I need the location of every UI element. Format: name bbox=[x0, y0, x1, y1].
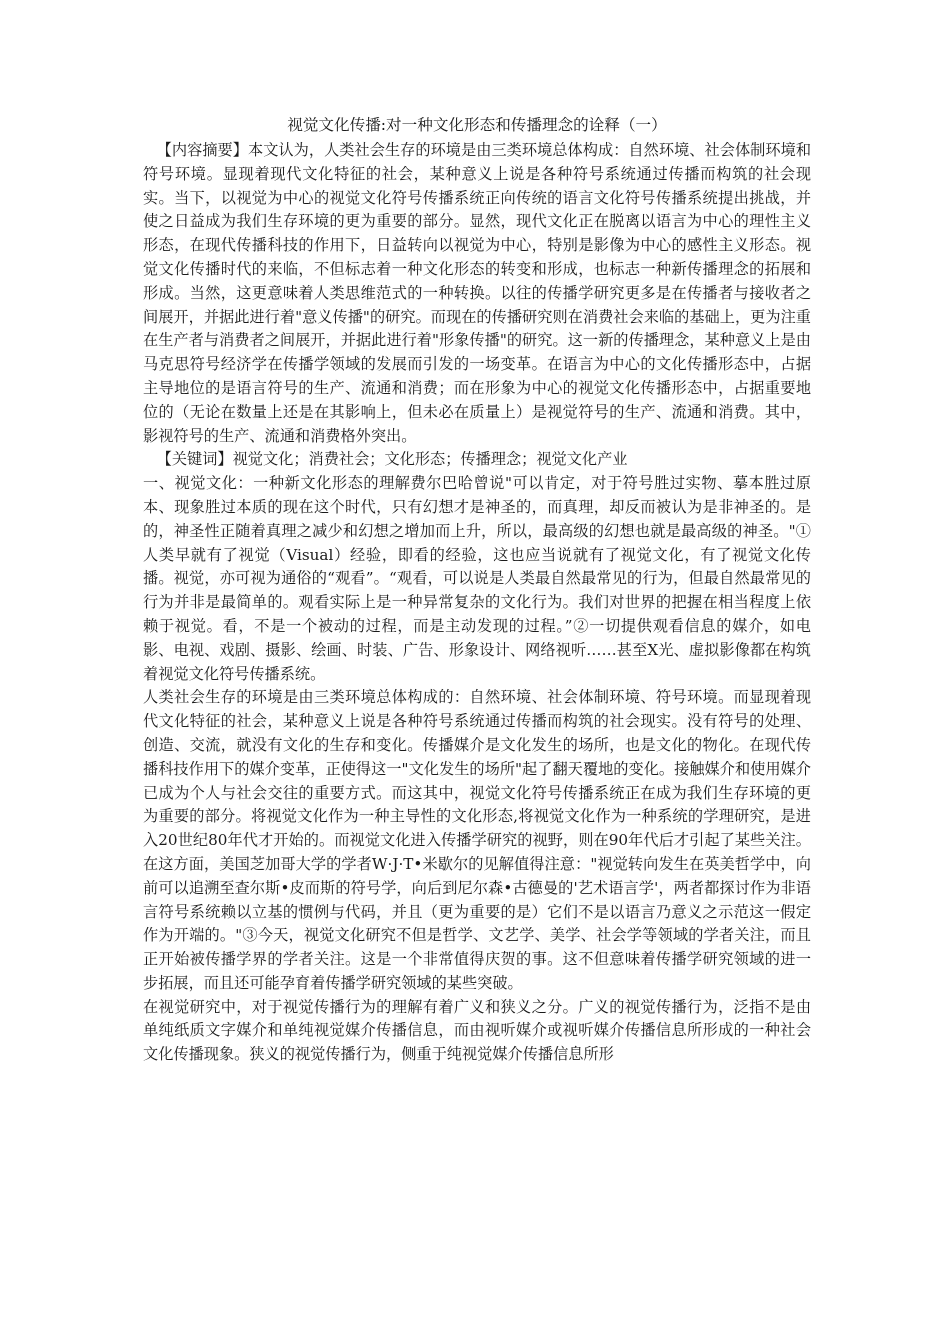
abstract-paragraph: 【内容摘要】本文认为，人类社会生存的环境是由三类环境总体构成：自然环境、社会体制环境和符号环境。显现着现代文化特征的社会，某种意义上说是各种符号系统通过传播而构筑的社会现实。当下，以视觉为中心的视觉文化符号传播系统正向传统的语言文化符号传播系统提出挑战，并使之日益成为我们生存环境的更为重要的部分。显然，现代文化正在脱离以语言为中心的理性主义形态，在现代传播科技的作用下，日益转向以视觉为中心，特别是影像为中心的感性主义形态。视觉文化传播时代的来临，不但标志着一种文化形态的转变和形成，也标志一种新传播理念的拓展和形成。当然，这更意味着人类思维范式的一种转换。以往的传播学研究更多是在传播者与接收者之间展开，并据此进行着"意义传播"的研究。而现在的传播研究则在消费社会来临的基础上，更为注重在生产者与消费者之间展开，并据此进行着"形象传播"的研究。这一新的传播理念，某种意义上是由马克思符号经济学在传播学领域的发展而引发的一场变革。在语言为中心的文化传播形态中，占据主导地位的是语言符号的生产、流通和消费；而在形象为中心的视觉文化传播形态中，占据重要地位的（无论在数量上还是在其影响上，但未必在质量上）是视觉符号的生产、流通和消费。其中，影视符号的生产、流通和消费格外突出。 bbox=[143, 141, 811, 445]
document-page bbox=[143, 112, 811, 1067]
document-title: 视觉文化传播:对一种文化形态和传播理念的诠释（一） bbox=[287, 116, 667, 134]
body-paragraph-3: 在视觉研究中，对于视觉传播行为的理解有着广义和狭义之分。广义的视觉传播行为，泛指不是由单纯纸质文字媒介和单纯视觉媒介传播信息，而由视听媒介或视听媒介传播信息所形成的一种社会文化传播现象。狭义的视觉传播行为，侧重于纯视觉媒介传播信息所形 bbox=[143, 997, 811, 1064]
keywords-paragraph: 【关键词】视觉文化；消费社会；文化形态；传播理念；视觉文化产业 bbox=[156, 450, 628, 469]
body-paragraph-1: 一、视觉文化：一种新文化形态的理解费尔巴哈曾说"可以肯定，对于符号胜过实物、摹本胜过原本、现象胜过本质的现在这个时代，只有幻想才是神圣的，而真理，却反而被认为是非神圣的。是的，神圣性正随着真理之减少和幻想之增加而上升，所以，最高级的幻想也就是最高级的神圣。"①人类早就有了视觉（Visual）经验，即看的经验，这也应当说就有了视觉文化，有了视觉文化传播。视觉，亦可视为通俗的“观看”。“观看，可以说是人类最自然最常见的行为，但最自然最常见的行为并非是最简单的。观看实际上是一种异常复杂的文化行为。我们对世界的把握在相当程度上依赖于视觉。看，不是一个被动的过程，而是主动发现的过程。”②一切提供观看信息的媒介，如电影、电视、戏剧、摄影、绘画、时装、广告、形象设计、网络视听……甚至X光、虚拟影像都在构筑着视觉文化符号传播系统。 bbox=[143, 474, 811, 683]
body-paragraph-2: 人类社会生存的环境是由三类环境总体构成的：自然环境、社会体制环境、符号环境。而显现着现代文化特征的社会，某种意义上说是各种符号系统通过传播而构筑的社会现实。没有符号的处理、创造、交流，就没有文化的生存和变化。传播媒介是文化发生的场所，也是文化的物化。在现代传播科技作用下的媒介变革，正使得这一"文化发生的场所"起了翻天覆地的变化。接触媒介和使用媒介已成为个人与社会交往的重要方式。而这其中，视觉文化符号传播系统正在成为我们生存环境的更为重要的部分。将视觉文化作为一种主导性的文化形态,将视觉文化作为一种系统的学理研究，是进入20世纪80年代才开始的。而视觉文化进入传播学研究的视野，则在90年代后才引起了某些关注。在这方面，美国芝加哥大学的学者W·J·T•米歇尔的见解值得注意："视觉转向发生在英美哲学中，向前可以追溯至查尔斯•皮而斯的符号学，向后到尼尔森•古德曼的'艺术语言学'，两者都探讨作为非语言符号系统赖以立基的惯例与代码，并且（更为重要的是）它们不是以语言乃意义之示范这一假定作为开端的。"③今天，视觉文化研究不但是哲学、文艺学、美学、社会学等领域的学者关注，而且正开始被传播学界的学者关注。这是一个非常值得庆贺的事。这不但意味着传播学研究领域的进一步拓展，而且还可能孕育着传播学研究领域的某些突破。 bbox=[143, 688, 811, 992]
